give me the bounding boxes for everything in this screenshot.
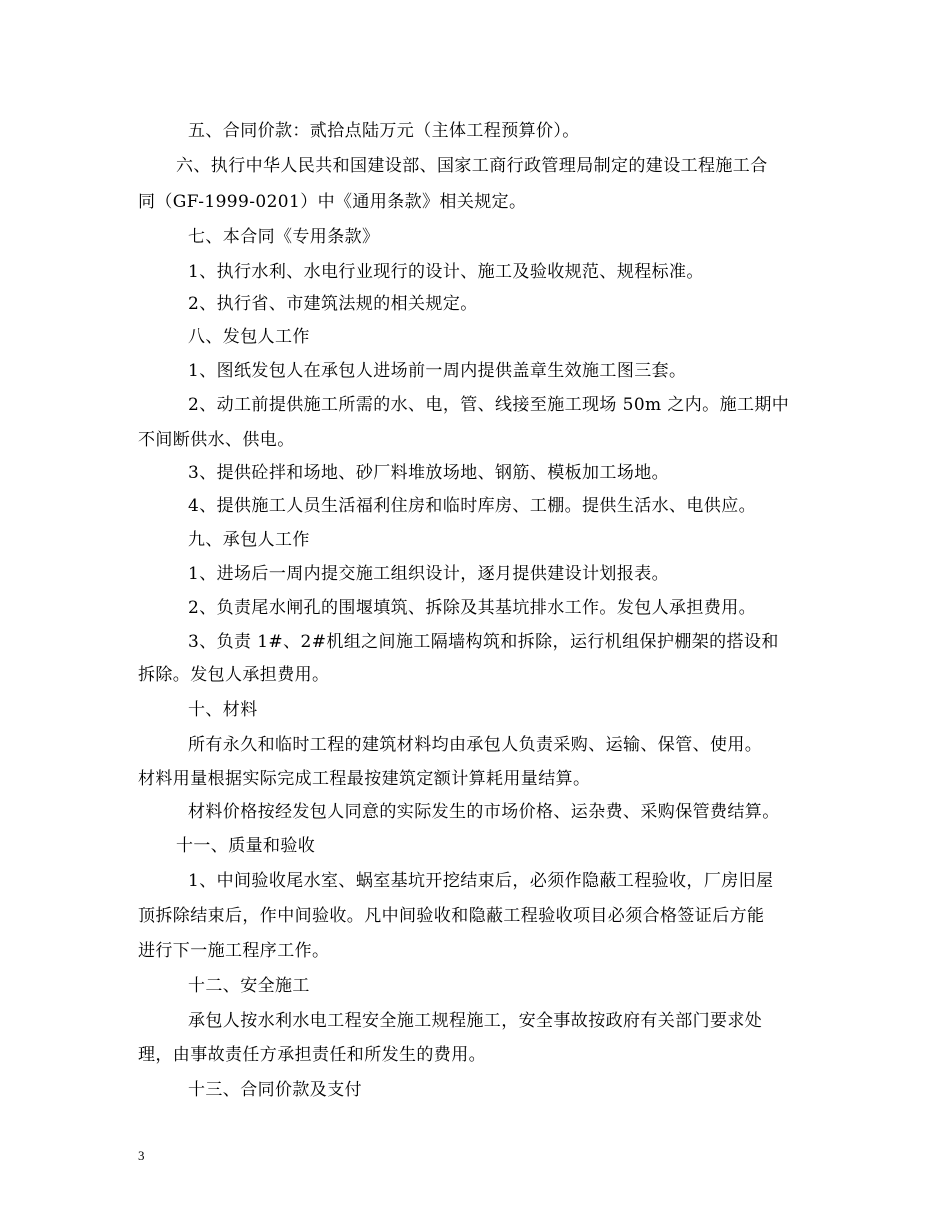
clause-thirteen-heading: 十三、合同价款及支付 <box>188 1080 362 1100</box>
clause-six-line-1: 六、执行中华人民共和国建设部、国家工商行政管理局制定的建设工程施工合 <box>176 156 768 176</box>
clause-seven-heading: 七、本合同《专用条款》 <box>188 227 380 247</box>
clause-nine-item-3-line-1: 3、负责 1#、2#机组之间施工隔墙构筑和拆除，运行机组保护棚架的搭设和 <box>188 632 779 652</box>
clause-eleven-item-1-line-2: 顶拆除结束后，作中间验收。凡中间验收和隐蔽工程验收项目必须合格签证后方能 <box>138 906 765 926</box>
clause-eleven-item-1-line-1: 1、中间验收尾水室、蜗室基坑开挖结束后，必须作隐蔽工程验收，厂房旧屋 <box>188 871 774 891</box>
clause-five-price: 五、合同价款：贰拾点陆万元（主体工程预算价）。 <box>188 121 580 141</box>
clause-eight-item-4: 4、提供施工人员生活福利住房和临时库房、工棚。提供生活水、电供应。 <box>188 496 757 516</box>
clause-ten-paragraph-2: 材料价格按经发包人同意的实际发生的市场价格、运杂费、采购保管费结算。 <box>188 802 780 822</box>
clause-seven-item-1: 1、执行水利、水电行业现行的设计、施工及验收规范、规程标准。 <box>188 262 704 282</box>
page-number: 3 <box>138 1148 145 1163</box>
clause-eleven-heading: 十一、质量和验收 <box>176 836 316 856</box>
clause-six-line-2: 同（GF-1999-0201）中《通用条款》相关规定。 <box>138 192 527 212</box>
clause-twelve-paragraph-line-1: 承包人按水利水电工程安全施工规程施工，安全事故按政府有关部门要求处 <box>188 1011 763 1031</box>
clause-eleven-item-1-line-3: 进行下一施工程序工作。 <box>138 941 330 961</box>
clause-eight-heading: 八、发包人工作 <box>188 327 310 347</box>
clause-eight-item-2-line-1: 2、动工前提供施工所需的水、电，管、线接至施工现场 50m 之内。施工期中 <box>188 395 790 415</box>
clause-ten-paragraph-1-line-1: 所有永久和临时工程的建筑材料均由承包人负责采购、运输、保管、使用。 <box>188 735 763 755</box>
clause-ten-paragraph-1-line-2: 材料用量根据实际完成工程最按建筑定额计算耗用量结算。 <box>138 769 591 789</box>
clause-nine-item-1: 1、进场后一周内提交施工组织设计，逐月提供建设计划报表。 <box>188 564 670 584</box>
clause-nine-heading: 九、承包人工作 <box>188 530 310 550</box>
clause-twelve-paragraph-line-2: 理，由事故责任方承担责任和所发生的费用。 <box>138 1045 486 1065</box>
clause-eight-item-1: 1、图纸发包人在承包人进场前一周内提供盖章生效施工图三套。 <box>188 361 687 381</box>
clause-ten-heading: 十、材料 <box>188 700 258 720</box>
clause-nine-item-2: 2、负责尾水闸孔的围堰填筑、拆除及其基坑排水工作。发包人承担费用。 <box>188 598 757 618</box>
clause-eight-item-3: 3、提供砼拌和场地、砂厂料堆放场地、钢筋、模板加工场地。 <box>188 463 670 483</box>
clause-nine-item-3-line-2: 拆除。发包人承担费用。 <box>138 665 330 685</box>
clause-seven-item-2: 2、执行省、市建筑法规的相关规定。 <box>188 294 478 314</box>
clause-eight-item-2-line-2: 不间断供水、供电。 <box>138 430 295 450</box>
clause-twelve-heading: 十二、安全施工 <box>188 976 310 996</box>
